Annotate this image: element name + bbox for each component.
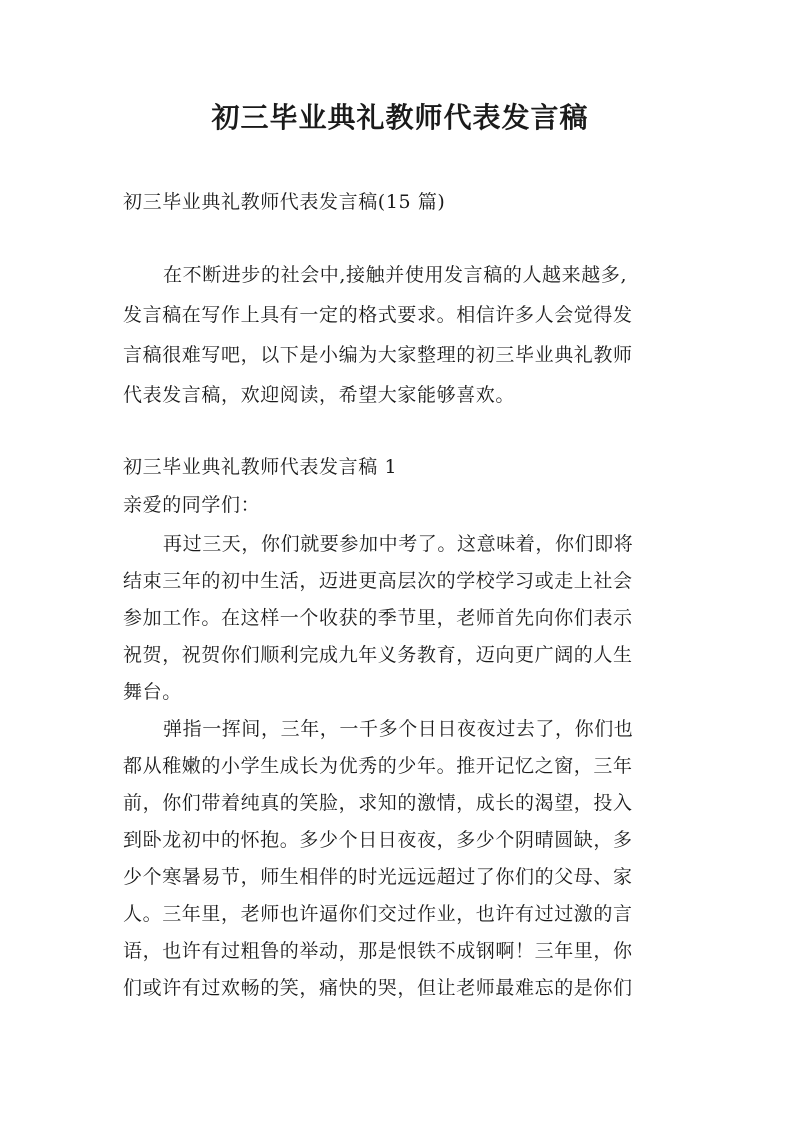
intro-line: 在不断进步的社会中,接触并使用发言稿的人越来越多, bbox=[163, 264, 628, 286]
paragraph-line: 参加工作。在这样一个收获的季节里，老师首先向你们表示 bbox=[123, 607, 633, 629]
paragraph-line: 少个寒暑易节，师生相伴的时光远远超过了你们的父母、家 bbox=[123, 866, 633, 888]
paragraph-line: 再过三天，你们就要参加中考了。这意味着，你们即将 bbox=[163, 533, 634, 555]
section-heading: 初三毕业典礼教师代表发言稿 1 bbox=[123, 456, 398, 478]
paragraph-line: 们或许有过欢畅的笑，痛快的哭，但让老师最难忘的是你们 bbox=[123, 977, 633, 999]
paragraph-line: 祝贺，祝贺你们顺利完成九年义务教育，迈向更广阔的人生 bbox=[123, 644, 633, 666]
document-subtitle: 初三毕业典礼教师代表发言稿(15 篇) bbox=[123, 191, 446, 213]
paragraph-line: 弹指一挥间，三年，一千多个日日夜夜过去了，你们也 bbox=[163, 718, 634, 740]
paragraph-line: 人。三年里，老师也许逼你们交过作业，也许有过过激的言 bbox=[123, 903, 633, 925]
document-title: 初三毕业典礼教师代表发言稿 bbox=[211, 101, 589, 134]
paragraph-line: 语，也许有过粗鲁的举动，那是恨铁不成钢啊！三年里，你 bbox=[123, 940, 633, 962]
paragraph-line: 到卧龙初中的怀抱。多少个日日夜夜，多少个阴晴圆缺，多 bbox=[123, 829, 633, 851]
paragraph-line: 舞台。 bbox=[123, 681, 182, 703]
intro-line: 发言稿在写作上具有一定的格式要求。相信许多人会觉得发 bbox=[123, 304, 633, 326]
paragraph-line: 前，你们带着纯真的笑脸，求知的激情，成长的渴望，投入 bbox=[123, 792, 633, 814]
paragraph-line: 都从稚嫩的小学生成长为优秀的少年。推开记忆之窗，三年 bbox=[123, 755, 633, 777]
intro-line: 代表发言稿，欢迎阅读，希望大家能够喜欢。 bbox=[123, 384, 516, 406]
paragraph-line: 结束三年的初中生活，迈进更高层次的学校学习或走上社会 bbox=[123, 570, 633, 592]
salutation: 亲爱的同学们： bbox=[123, 494, 261, 516]
intro-line: 言稿很难写吧，以下是小编为大家整理的初三毕业典礼教师 bbox=[123, 344, 633, 366]
